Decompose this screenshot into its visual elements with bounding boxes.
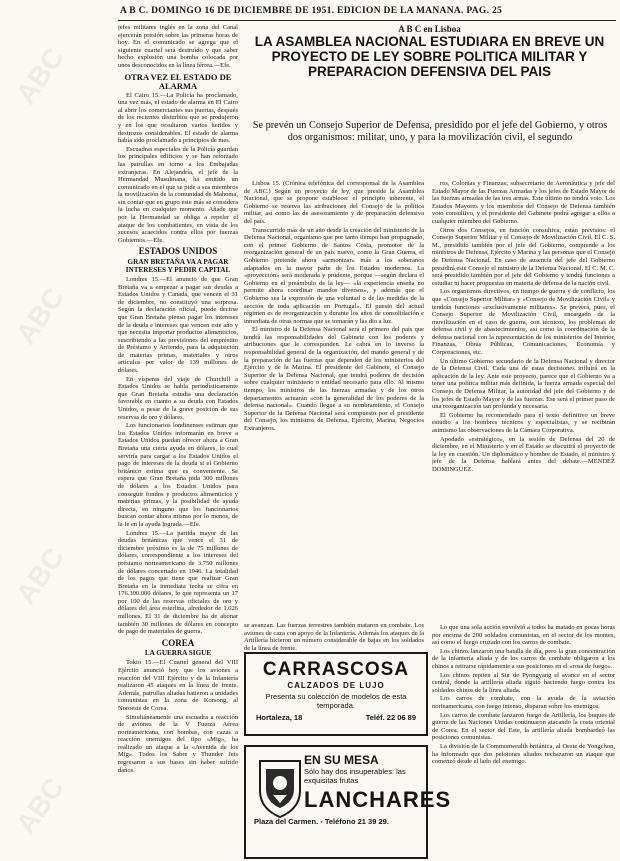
article-paragraph: Los chinos repiten al Sur de Pyongyang el avance en el sector central, donde la artillería aliada siguió haciendo fuego contra los soldados chinos de la línea aliada. [432, 671, 615, 694]
article-paragraph: Apodado «estratégico», en la sesión de Defensa del 20 de diciembre, en el Ministerio y en el Estado se discutirá el proyecto de la ley en cuestión. Un diplomático y hombre de Estado, el ministro y jefe de la Defensa hablará antes del debate.—MENDEZ DOMINGUEZ. [432, 435, 615, 473]
article-paragraph: Lo que una sola acción envolvió a todos ha matado en pocas horas por encima de 200 soldados comunistas, en el sector de los montes, así como el fuego cruzado con los carros de combate. [432, 624, 615, 647]
left-column [118, 24, 238, 856]
ad-subtitle: CALZADOS DE LUJO [287, 681, 385, 690]
ad-brand-name: CARRASCOSA [262, 659, 410, 680]
article-paragraph: Los carros de combate, con la ayuda de la aviación norteamericana, con fuego intenso, disparan sobre los enemigos. [432, 695, 615, 710]
article-column-a-tail [244, 622, 424, 650]
article-paragraph: Los organismos directivos, en tiempo de guerra y de conflicto, los que «Consejo Superior Militar» y «Consejo de Movilización Civil» y tendrán funciones «exclusivamente militares». Se preverá, pues, el Consejo Superior de Movilización Civil, encargado de la movilización en el caso de guerra, con técnicos, los problemas de defensa civil y de abastecimientos, así como la coordinación de la defensa nacional con la representación de los ministerios del Interior, Finanzas, Obras Públicas, Comunicaciones, Economía y Corporaciones, etc. [432, 288, 615, 357]
article-kicker: A B C en Lisboa [398, 24, 461, 34]
ad-text: Presenta su colección de modelos de esta temporada. [265, 692, 407, 710]
article-paragraph: Un último Gobierno secundario de la Defensa Nacional y director de la Defensa Civil. Cada una de estas decisiones influirá en la aplicación de la ley. Ante este proyecto, parece que el Gobierno va a tener una política militar más definida, la fuerza armada especial del Consejo de Defensa Militar, la autoridad del jefe del Gobierno y de los jefes de Estado Mayor y de las fuerzas. Ese será el primer paso de una reorganización tan profunda y necesaria. [432, 357, 615, 411]
article-column-a [244, 180, 424, 620]
article-paragraph: ros, Colonias y Finanzas; subsecretario de Aeronáutica y jefe del Estado Mayor de las Fuerzas Armadas y los jefes de Estado Mayor de las fuerzas armadas de las tres armas. Este último no tendrá voto. Los Estados Mayores y los miembros del Consejo de Defensa también voto consultivo, y el presidente del Gabinete podrá agregar a ellos a cualquier miembro del Gobierno. [432, 180, 615, 225]
col1-paragraph: Simultáneamente una escuadra a reacción de aviones de la V Fuerza Aérea norteamericana, con bombas, con cazas a reacción enemigos del tipo «Mig», ha realizado un ataque a la «Avenida de los Mig». Todos los Sabre y Thunder Jets regresaron a sus bases sin haber sufrido daños. [118, 713, 238, 774]
article-paragraph: El Gobierno ha recomendado para el texto definitivo un breve estudio a los hombres técnicos y especialistas, y se recibirán asimismo las observaciones de la Cámara Corporativa. [432, 411, 615, 434]
article-paragraph: se avanzan. Las fuerzas terrestres también mataron en combate. Los aviones de caza con apoyo de la Infantería. Además los ataques de la Artillería hicieron un número considerable de bajas en los soldados de la línea de frente. [244, 622, 424, 650]
section-heading-usa: ESTADOS UNIDOS [138, 246, 218, 257]
watermark: ABC [9, 541, 71, 610]
article-column-b-lower [432, 624, 615, 856]
watermark: ABC [9, 41, 71, 110]
crest-icon [256, 757, 304, 819]
ad-mid-text: Sólo hay dos insuperables: las exquisitas frutas [304, 767, 406, 785]
col1-paragraph: El Cairo 15.—La Policía ha proclamado, una vez más, el estado de alarma en El Cairo al abrir los comerciantes sus puertas, después de los recientes disturbios que se produjeron y en los que resultaron varios heridos y destrozos considerables. El estado de alarma había sido proclamado a principios de mes. [118, 91, 238, 145]
col1-paragraph: Los funcionarios londinenses estiman que los Estados Unidos informarán en breve a Estados Unidos puedan ofrecer ahora a Gran Bretaña una cierta ayuda en dólares, lo cual serviría para cargar a los Estados Unidos el pago de intereses de la deuda si el Gobierno británico estima que es conveniente. Se espera que Gran Bretaña pida 300 millones de dólares a los Estados Unidos para conseguir fondos y productos alimenticios y materias primas, y la posibilidad de ayuda directa, en ninguno que los funcionarios buscan contar ahora mismo por lo menos, de la fe en la ayuda lograda.—Efe. [118, 422, 238, 528]
article-paragraph: Transcurrido más de un año desde la creación del ministerio de la Defensa Nacional, organismo que por tanto tiempo han propugnado, con el primer Gobierno de Santos Costa, promotor de la reorganización general de un país nuevo, como la Gran Guerra, el Gobierno pretende ahora «armonizar» más a los soberanos adaptados en la mayor parte de los Estados modernos. La «proyección» será moderada y prudente, porque —según declara el Gobierno en el preámbulo de la ley— «la experiencia enseña no permite ahora coordinar mandos diversos», y además que el Gobierno sea la expresión de una voluntad o de las medidas de la sección de toda aplicación en Portugal». El puesto del actual régimen es de reorganización y durante los años de consolidación e inmediata de otras normas que se tomarán y las dio a luz. [244, 226, 424, 325]
ad-footer: Plaza del Carmen. - Teléfono 21 39 29. [254, 817, 389, 826]
article-paragraph: Lisboa 15. (Crónica telefónica del corresponsal de la Asamblea de ABC.) Según un proyecto de ley, que preside la Asamblea Nacional, que se propone establecer el principio inherente, el Gobierno se reserva las atribuciones del Consejo de la política militar, así como las de asesoramiento y de preparación defensiva del país. [244, 180, 424, 225]
ad-phone: Teléf. 22 06 89 [365, 713, 416, 722]
ad-top-text: EN SU MESA [304, 753, 379, 767]
watermark: ABC [9, 771, 71, 840]
page-header: A B C. DOMINGO 16 DE DICIEMBRE DE 1951. EDICION DE LA MAÑANA. PAG. 25 [120, 6, 503, 16]
ad-lanchares [244, 745, 452, 859]
col1-paragraph: Tokio 15.—El Cuartel general del VIII Ejército anunció hoy que los aviones a reacción del VIII Ejército y de la Infantería realizaron 45 ataques en la línea de frente. Además, patrullas aliadas batieron a unidades comunistas en la zona de Korsong, al Noroeste de Corea. [118, 659, 238, 712]
article-column-b [432, 180, 615, 620]
col1-intro: jefes militares inglés en la zona del Canal ejercerán presión sobre las primeras horas de hoy. En el comunicado se agrega que el siguiente cuartel será destruído y que saber hecho explosión una bomba colocada por unos desconocidos en la línea férrea.—Efe. [118, 24, 238, 69]
article-paragraph: Los carros de combate lanzaron fuego de Artillería, los buques de guerra de las Naciones Unidas continuaron atacando la costa oriental de Corea. En el sector del Este, la artillería aliada bombardeó las posiciones comunistas. [432, 711, 615, 742]
article-paragraph: Otros dos Consejos, en función consultiva, están previstos: el Consejo Superior Militar y el Consejo de Movilización Civil. El C. S. M., presidido también por el jefe del Gobierno, comprende a los ministros de Defensa, Ejército y Marina y las personas que el Consejo de Defensa Nacional. En caso de ausencia del jefe del Gobierno presidirá este Consejo el ministro de la Defensa Nacional. El C. M. C. será presidido también por el jefe del Gobierno y tendrá funciones a estudiar ni hacer propuestas en materia de defensa de la nación civil. [432, 226, 615, 287]
ad-brand-name: LANCHARES [304, 787, 452, 812]
article-paragraph: Los chinos lanzaron una batalla de día, pero la gran concentración de la infantería aliada y de los carros de combate obligaron a los chinos a retirarse rápidamente a sus posiciones en el «rosa de fuego». [432, 647, 615, 670]
col1-paragraph: Londres 15.—La partida mayor de las deudas británicas que vence el 31 de diciembre próximo es la de 75 millones de dólares, correspondiente a los intereses del préstamo norteamericano de 3.750 millones de dólares concertado en 1946. La totalidad de los pagos que tiene que realizar Gran Bretaña en la inmediata fecha se cifra en 176.300.000 dólares, lo que representa un 17 por 100 de las reservas oficiales de oro y dólares del área esterlina, alrededor de 1.026 millones. El 31 de diciembre ha de abonar también 30 millones de dólares en concepto de pago de materiales de guerra. [118, 529, 238, 636]
header-rule [118, 20, 616, 21]
ad-address: Hortaleza, 18 [256, 713, 303, 722]
article-paragraph: El ministro de la Defensa Nacional será el primero del país que tendrá las responsabilidades del Gabinete con los poderes y atribuciones que le corresponden. Le cabrá en lo inverso la responsabilidad general de la organización, del mando general y de la preparación de las fuerzas que dependen de los ministerios del Ejército y de la Marina. El presidente del Gabinete, el Consejo Superior de la Defensa Nacional, que tendrá poderes de decisión sobre cualquier ministerio o entidad necesario para ello. Al mismo tiempo, los ministros de las fuerzas armadas y de los otros departamentos actuarán «con la generalidad de los poderes de la defensa nacional». Cuando llegue a su nombramiento, el Consejo Superior de la Defensa Nacional será compuesto por el presidente del Consejo, los ministros de Defensa, Ejército, Marina, Negocios Extranjeros. [244, 326, 424, 432]
col1-paragraph: En vísperas del viaje de Churchill a Estados Unidos se habla periodísticamente que Gran Bretaña estudia una declaración favorable en cuanto a su deuda con Estados Unidos, a pesar de la grave posición de sus reservas de oro y dólares. [118, 375, 238, 421]
article-paragraph: La división de la Commonwealth británica, al Oeste de Yongchon, ha informado que dos pelotones aliados rechazaron un ataque que comenzó desde el lado del enemigo. [432, 742, 615, 766]
col1-paragraph: Escuadras especiales de la Policía guardan los principales edificios y se han reforzado las patrullas en torno a los Embajadas extranjeras. En Alejandría, el jefe de la Hermandad Musulmana, ha emitido un comunicado en el que se pide a sus miembros la movilización de la comunidad de Mahoma, sin contar que en grupo este más se considera la lucha en cualquier momento. Añade que por la Hermandad se obliga a repeler el ataque de los combatientes, en vista de los sucesos acaecidos contra ellos por fuerzas Gobiernos.—Efe. [118, 145, 238, 244]
watermark: ABC [9, 281, 71, 350]
ad-carrascosa [244, 652, 428, 736]
section-subheading-usa: GRAN BRETAÑA VA A PAGAR INTERESES Y PEDIR CAPITAL [125, 257, 231, 274]
section-subheading-korea: LA GUERRA SIGUE [144, 649, 212, 658]
article-subhead: Se prevén un Consejo Superior de Defensa, presidido por el jefe del Gobierno, y otros dos organismos: militar, uno, y para la movilización civil, el segundo [252, 120, 608, 143]
col1-paragraph: Londres 15.—El anuncio de que Gran Bretaña va a empezar a pagar sus deudas a Estados Unidos y Canadá, que vencen el 31 de diciembre, no constituyó una sorpresa. Según la declaración oficial, puede decirse que Gran Bretaña pienso pagar los intereses de la deuda e intereses que vencen este año y que necesita importar productos alimenticios, suscribiendo a las previsiones del empréstito de Préstamo y Arriendo, para la adquisición de materias primas, materiales y otros artículos por valor de 139 millones de dólares. [118, 275, 238, 375]
article-headline: LA ASAMBLEA NACIONAL ESTUDIARA EN BREVE UN PROYECTO DE LEY SOBRE POLITICA MILITAR Y PREPARACION DEFENSIVA DEL PAIS [254, 34, 605, 79]
section-heading-korea: COREA [161, 637, 195, 648]
section-heading-alarm: OTRA VEZ EL ESTADO DE ALARMA [124, 71, 232, 91]
